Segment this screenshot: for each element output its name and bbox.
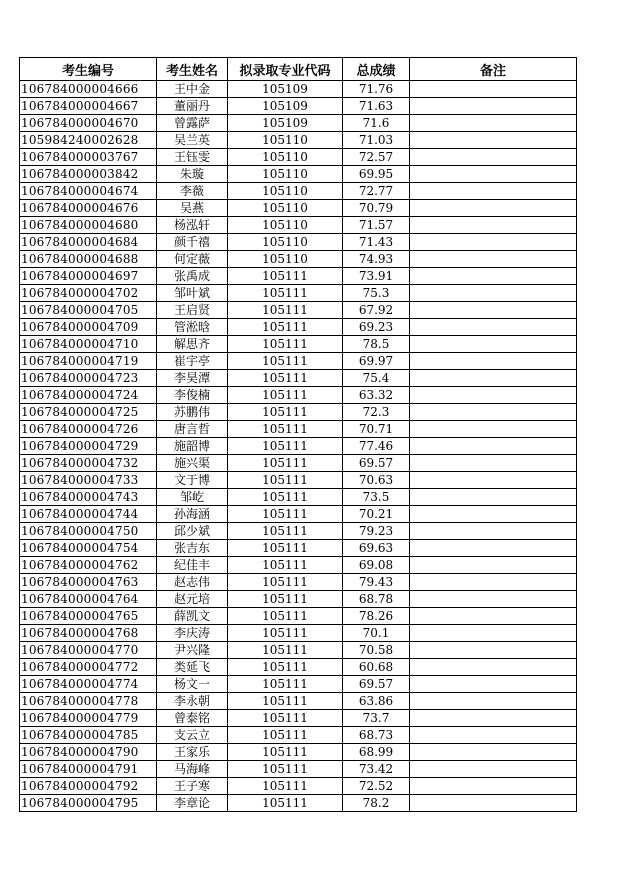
cell-total-score: 68.99 bbox=[343, 744, 410, 761]
table-row bbox=[20, 353, 577, 370]
cell-remarks bbox=[410, 115, 577, 132]
cell-total-score: 71.43 bbox=[343, 234, 410, 251]
cell-remarks bbox=[410, 574, 577, 591]
cell-remarks bbox=[410, 81, 577, 98]
table-row bbox=[20, 115, 577, 132]
cell-total-score: 69.57 bbox=[343, 676, 410, 693]
cell-candidate-name: 施韶博 bbox=[157, 438, 228, 455]
cell-total-score: 71.63 bbox=[343, 98, 410, 115]
cell-remarks bbox=[410, 676, 577, 693]
cell-remarks bbox=[410, 353, 577, 370]
cell-major-code: 105111 bbox=[228, 710, 343, 727]
cell-candidate-id: 106784000004765 bbox=[20, 608, 157, 625]
cell-remarks bbox=[410, 608, 577, 625]
cell-major-code: 105111 bbox=[228, 489, 343, 506]
table-row bbox=[20, 676, 577, 693]
table-row bbox=[20, 642, 577, 659]
cell-candidate-id: 106784000004744 bbox=[20, 506, 157, 523]
table-row bbox=[20, 591, 577, 608]
cell-total-score: 79.43 bbox=[343, 574, 410, 591]
cell-candidate-id: 106784000004792 bbox=[20, 778, 157, 795]
cell-candidate-name: 杨文一 bbox=[157, 676, 228, 693]
cell-candidate-id: 106784000003767 bbox=[20, 149, 157, 166]
cell-major-code: 105110 bbox=[228, 200, 343, 217]
cell-candidate-name: 邱少斌 bbox=[157, 523, 228, 540]
cell-remarks bbox=[410, 795, 577, 812]
cell-major-code: 105110 bbox=[228, 166, 343, 183]
cell-remarks bbox=[410, 387, 577, 404]
cell-candidate-id: 105984240002628 bbox=[20, 132, 157, 149]
cell-major-code: 105109 bbox=[228, 81, 343, 98]
table-row bbox=[20, 506, 577, 523]
cell-total-score: 78.26 bbox=[343, 608, 410, 625]
cell-candidate-id: 106784000004697 bbox=[20, 268, 157, 285]
cell-candidate-name: 王钰雯 bbox=[157, 149, 228, 166]
cell-total-score: 73.91 bbox=[343, 268, 410, 285]
cell-total-score: 77.46 bbox=[343, 438, 410, 455]
cell-candidate-id: 106784000004676 bbox=[20, 200, 157, 217]
cell-total-score: 69.97 bbox=[343, 353, 410, 370]
cell-candidate-id: 106784000004705 bbox=[20, 302, 157, 319]
table-row bbox=[20, 98, 577, 115]
table-body bbox=[20, 81, 577, 812]
cell-major-code: 105111 bbox=[228, 268, 343, 285]
cell-total-score: 70.71 bbox=[343, 421, 410, 438]
cell-candidate-name: 崔宇亭 bbox=[157, 353, 228, 370]
cell-candidate-name: 王中金 bbox=[157, 81, 228, 98]
cell-major-code: 105111 bbox=[228, 625, 343, 642]
cell-remarks bbox=[410, 761, 577, 778]
cell-candidate-id: 106784000004724 bbox=[20, 387, 157, 404]
cell-candidate-name: 唐言哲 bbox=[157, 421, 228, 438]
cell-major-code: 105110 bbox=[228, 234, 343, 251]
cell-candidate-id: 106784000004710 bbox=[20, 336, 157, 353]
cell-major-code: 105111 bbox=[228, 540, 343, 557]
cell-candidate-id: 106784000004778 bbox=[20, 693, 157, 710]
cell-major-code: 105111 bbox=[228, 506, 343, 523]
cell-remarks bbox=[410, 625, 577, 642]
cell-remarks bbox=[410, 217, 577, 234]
cell-remarks bbox=[410, 183, 577, 200]
header-major-code: 拟录取专业代码 bbox=[228, 58, 343, 81]
cell-major-code: 105111 bbox=[228, 404, 343, 421]
cell-major-code: 105111 bbox=[228, 421, 343, 438]
table-row bbox=[20, 557, 577, 574]
cell-candidate-id: 106784000004709 bbox=[20, 319, 157, 336]
cell-major-code: 105111 bbox=[228, 693, 343, 710]
cell-total-score: 71.6 bbox=[343, 115, 410, 132]
cell-total-score: 75.3 bbox=[343, 285, 410, 302]
cell-candidate-id: 106784000004754 bbox=[20, 540, 157, 557]
cell-candidate-id: 106784000004688 bbox=[20, 251, 157, 268]
header-row bbox=[20, 58, 577, 81]
cell-remarks bbox=[410, 642, 577, 659]
cell-major-code: 105111 bbox=[228, 608, 343, 625]
table-row bbox=[20, 404, 577, 421]
cell-candidate-name: 颜千禧 bbox=[157, 234, 228, 251]
cell-candidate-id: 106784000004729 bbox=[20, 438, 157, 455]
cell-remarks bbox=[410, 149, 577, 166]
cell-remarks bbox=[410, 285, 577, 302]
cell-remarks bbox=[410, 200, 577, 217]
header-remarks: 备注 bbox=[410, 58, 577, 81]
cell-candidate-name: 赵志伟 bbox=[157, 574, 228, 591]
cell-candidate-name: 何定薇 bbox=[157, 251, 228, 268]
table-row bbox=[20, 421, 577, 438]
cell-candidate-id: 106784000004719 bbox=[20, 353, 157, 370]
cell-total-score: 78.5 bbox=[343, 336, 410, 353]
cell-total-score: 69.63 bbox=[343, 540, 410, 557]
cell-candidate-name: 李庆涛 bbox=[157, 625, 228, 642]
cell-candidate-name: 孙海涵 bbox=[157, 506, 228, 523]
admission-table bbox=[19, 57, 577, 812]
cell-remarks bbox=[410, 489, 577, 506]
cell-total-score: 70.79 bbox=[343, 200, 410, 217]
cell-candidate-name: 曾泰铭 bbox=[157, 710, 228, 727]
table-row bbox=[20, 132, 577, 149]
cell-total-score: 68.73 bbox=[343, 727, 410, 744]
cell-remarks bbox=[410, 370, 577, 387]
cell-remarks bbox=[410, 404, 577, 421]
cell-remarks bbox=[410, 540, 577, 557]
cell-major-code: 105110 bbox=[228, 183, 343, 200]
cell-major-code: 105111 bbox=[228, 744, 343, 761]
cell-major-code: 105111 bbox=[228, 336, 343, 353]
cell-candidate-name: 赵元培 bbox=[157, 591, 228, 608]
cell-total-score: 70.63 bbox=[343, 472, 410, 489]
cell-major-code: 105111 bbox=[228, 761, 343, 778]
cell-candidate-name: 纪佳丰 bbox=[157, 557, 228, 574]
cell-candidate-name: 杨泓轩 bbox=[157, 217, 228, 234]
cell-major-code: 105111 bbox=[228, 523, 343, 540]
cell-candidate-name: 曾露萨 bbox=[157, 115, 228, 132]
cell-candidate-name: 张禹成 bbox=[157, 268, 228, 285]
table-row bbox=[20, 727, 577, 744]
cell-major-code: 105111 bbox=[228, 676, 343, 693]
table-row bbox=[20, 285, 577, 302]
cell-candidate-name: 李俊楠 bbox=[157, 387, 228, 404]
cell-candidate-name: 管淞晗 bbox=[157, 319, 228, 336]
cell-candidate-id: 106784000004667 bbox=[20, 98, 157, 115]
cell-candidate-id: 106784000004725 bbox=[20, 404, 157, 421]
cell-remarks bbox=[410, 659, 577, 676]
cell-candidate-name: 尹兴隆 bbox=[157, 642, 228, 659]
cell-candidate-id: 106784000004785 bbox=[20, 727, 157, 744]
cell-major-code: 105111 bbox=[228, 778, 343, 795]
cell-total-score: 63.32 bbox=[343, 387, 410, 404]
cell-candidate-name: 邹叶斌 bbox=[157, 285, 228, 302]
table-row bbox=[20, 149, 577, 166]
cell-candidate-id: 106784000004763 bbox=[20, 574, 157, 591]
table-row bbox=[20, 319, 577, 336]
cell-major-code: 105111 bbox=[228, 472, 343, 489]
cell-total-score: 73.42 bbox=[343, 761, 410, 778]
table-row bbox=[20, 761, 577, 778]
cell-candidate-name: 苏鹏伟 bbox=[157, 404, 228, 421]
cell-major-code: 105111 bbox=[228, 438, 343, 455]
cell-total-score: 73.7 bbox=[343, 710, 410, 727]
cell-candidate-name: 李昊潭 bbox=[157, 370, 228, 387]
cell-total-score: 79.23 bbox=[343, 523, 410, 540]
cell-remarks bbox=[410, 506, 577, 523]
cell-candidate-id: 106784000004723 bbox=[20, 370, 157, 387]
cell-candidate-name: 李薇 bbox=[157, 183, 228, 200]
cell-major-code: 105111 bbox=[228, 591, 343, 608]
cell-candidate-name: 施兴渠 bbox=[157, 455, 228, 472]
table-row bbox=[20, 455, 577, 472]
cell-candidate-id: 106784000004768 bbox=[20, 625, 157, 642]
cell-total-score: 71.03 bbox=[343, 132, 410, 149]
cell-candidate-name: 李章论 bbox=[157, 795, 228, 812]
cell-major-code: 105111 bbox=[228, 795, 343, 812]
cell-major-code: 105111 bbox=[228, 557, 343, 574]
cell-candidate-id: 106784000004770 bbox=[20, 642, 157, 659]
cell-total-score: 72.57 bbox=[343, 149, 410, 166]
cell-remarks bbox=[410, 268, 577, 285]
cell-candidate-id: 106784000004790 bbox=[20, 744, 157, 761]
cell-candidate-id: 106784000004764 bbox=[20, 591, 157, 608]
cell-total-score: 68.78 bbox=[343, 591, 410, 608]
cell-major-code: 105111 bbox=[228, 574, 343, 591]
cell-remarks bbox=[410, 132, 577, 149]
cell-remarks bbox=[410, 693, 577, 710]
cell-major-code: 105111 bbox=[228, 319, 343, 336]
cell-major-code: 105109 bbox=[228, 98, 343, 115]
table-row bbox=[20, 183, 577, 200]
cell-candidate-name: 吴兰英 bbox=[157, 132, 228, 149]
table-row bbox=[20, 200, 577, 217]
table-row bbox=[20, 251, 577, 268]
cell-major-code: 105110 bbox=[228, 132, 343, 149]
cell-candidate-id: 106784000004795 bbox=[20, 795, 157, 812]
cell-candidate-name: 邹屹 bbox=[157, 489, 228, 506]
cell-remarks bbox=[410, 727, 577, 744]
table-row bbox=[20, 574, 577, 591]
cell-remarks bbox=[410, 98, 577, 115]
cell-candidate-id: 106784000004772 bbox=[20, 659, 157, 676]
header-candidate-name: 考生姓名 bbox=[157, 58, 228, 81]
table-row bbox=[20, 336, 577, 353]
cell-remarks bbox=[410, 710, 577, 727]
cell-total-score: 69.57 bbox=[343, 455, 410, 472]
cell-total-score: 70.1 bbox=[343, 625, 410, 642]
cell-total-score: 70.58 bbox=[343, 642, 410, 659]
cell-remarks bbox=[410, 302, 577, 319]
cell-remarks bbox=[410, 319, 577, 336]
cell-major-code: 105110 bbox=[228, 217, 343, 234]
cell-major-code: 105110 bbox=[228, 149, 343, 166]
table-row bbox=[20, 268, 577, 285]
cell-major-code: 105111 bbox=[228, 370, 343, 387]
header-total-score: 总成绩 bbox=[343, 58, 410, 81]
cell-candidate-id: 106784000004732 bbox=[20, 455, 157, 472]
cell-total-score: 72.52 bbox=[343, 778, 410, 795]
table-row bbox=[20, 438, 577, 455]
cell-total-score: 63.86 bbox=[343, 693, 410, 710]
cell-major-code: 105109 bbox=[228, 115, 343, 132]
table-row bbox=[20, 472, 577, 489]
table-row bbox=[20, 166, 577, 183]
table-row bbox=[20, 387, 577, 404]
cell-total-score: 67.92 bbox=[343, 302, 410, 319]
cell-remarks bbox=[410, 744, 577, 761]
cell-total-score: 70.21 bbox=[343, 506, 410, 523]
table-row bbox=[20, 693, 577, 710]
cell-candidate-name: 文于博 bbox=[157, 472, 228, 489]
cell-total-score: 75.4 bbox=[343, 370, 410, 387]
cell-candidate-name: 董丽丹 bbox=[157, 98, 228, 115]
cell-candidate-name: 王子寒 bbox=[157, 778, 228, 795]
cell-remarks bbox=[410, 421, 577, 438]
table-row bbox=[20, 744, 577, 761]
cell-major-code: 105111 bbox=[228, 353, 343, 370]
table-row bbox=[20, 625, 577, 642]
cell-candidate-id: 106784000004680 bbox=[20, 217, 157, 234]
cell-major-code: 105111 bbox=[228, 727, 343, 744]
cell-remarks bbox=[410, 336, 577, 353]
cell-total-score: 74.93 bbox=[343, 251, 410, 268]
cell-candidate-name: 类延飞 bbox=[157, 659, 228, 676]
cell-candidate-name: 李永朝 bbox=[157, 693, 228, 710]
table-row bbox=[20, 778, 577, 795]
cell-candidate-name: 薛凯文 bbox=[157, 608, 228, 625]
cell-candidate-id: 106784000004791 bbox=[20, 761, 157, 778]
cell-candidate-id: 106784000004750 bbox=[20, 523, 157, 540]
cell-candidate-id: 106784000004684 bbox=[20, 234, 157, 251]
cell-major-code: 105111 bbox=[228, 285, 343, 302]
header-candidate-id: 考生编号 bbox=[20, 58, 157, 81]
cell-total-score: 71.76 bbox=[343, 81, 410, 98]
cell-candidate-id: 106784000004779 bbox=[20, 710, 157, 727]
table-row bbox=[20, 370, 577, 387]
cell-remarks bbox=[410, 251, 577, 268]
cell-candidate-name: 朱璇 bbox=[157, 166, 228, 183]
cell-remarks bbox=[410, 234, 577, 251]
cell-total-score: 69.95 bbox=[343, 166, 410, 183]
cell-remarks bbox=[410, 523, 577, 540]
cell-candidate-name: 吴燕 bbox=[157, 200, 228, 217]
cell-total-score: 69.23 bbox=[343, 319, 410, 336]
cell-candidate-name: 张吉东 bbox=[157, 540, 228, 557]
cell-total-score: 71.57 bbox=[343, 217, 410, 234]
table-row bbox=[20, 523, 577, 540]
table-row bbox=[20, 795, 577, 812]
cell-remarks bbox=[410, 557, 577, 574]
cell-total-score: 72.77 bbox=[343, 183, 410, 200]
cell-major-code: 105111 bbox=[228, 455, 343, 472]
table-row bbox=[20, 234, 577, 251]
cell-total-score: 78.2 bbox=[343, 795, 410, 812]
cell-candidate-id: 106784000004670 bbox=[20, 115, 157, 132]
cell-candidate-name: 解思齐 bbox=[157, 336, 228, 353]
table-row bbox=[20, 302, 577, 319]
cell-remarks bbox=[410, 472, 577, 489]
table-row bbox=[20, 217, 577, 234]
cell-candidate-id: 106784000004774 bbox=[20, 676, 157, 693]
cell-candidate-id: 106784000004674 bbox=[20, 183, 157, 200]
table-row bbox=[20, 659, 577, 676]
cell-total-score: 60.68 bbox=[343, 659, 410, 676]
cell-major-code: 105111 bbox=[228, 302, 343, 319]
cell-candidate-name: 支云立 bbox=[157, 727, 228, 744]
table-row bbox=[20, 608, 577, 625]
cell-remarks bbox=[410, 438, 577, 455]
cell-remarks bbox=[410, 591, 577, 608]
table-row bbox=[20, 81, 577, 98]
cell-total-score: 72.3 bbox=[343, 404, 410, 421]
cell-candidate-id: 106784000004733 bbox=[20, 472, 157, 489]
cell-candidate-name: 王启贤 bbox=[157, 302, 228, 319]
cell-total-score: 69.08 bbox=[343, 557, 410, 574]
cell-major-code: 105111 bbox=[228, 642, 343, 659]
cell-candidate-id: 106784000004743 bbox=[20, 489, 157, 506]
table-row bbox=[20, 540, 577, 557]
cell-major-code: 105111 bbox=[228, 387, 343, 404]
cell-candidate-id: 106784000004726 bbox=[20, 421, 157, 438]
table-row bbox=[20, 710, 577, 727]
cell-candidate-id: 106784000004702 bbox=[20, 285, 157, 302]
cell-remarks bbox=[410, 455, 577, 472]
cell-remarks bbox=[410, 778, 577, 795]
cell-candidate-id: 106784000004666 bbox=[20, 81, 157, 98]
table-row bbox=[20, 489, 577, 506]
cell-total-score: 73.5 bbox=[343, 489, 410, 506]
cell-major-code: 105111 bbox=[228, 659, 343, 676]
cell-candidate-name: 马海峰 bbox=[157, 761, 228, 778]
cell-candidate-id: 106784000003842 bbox=[20, 166, 157, 183]
cell-candidate-name: 王家乐 bbox=[157, 744, 228, 761]
cell-major-code: 105110 bbox=[228, 251, 343, 268]
cell-candidate-id: 106784000004762 bbox=[20, 557, 157, 574]
cell-remarks bbox=[410, 166, 577, 183]
